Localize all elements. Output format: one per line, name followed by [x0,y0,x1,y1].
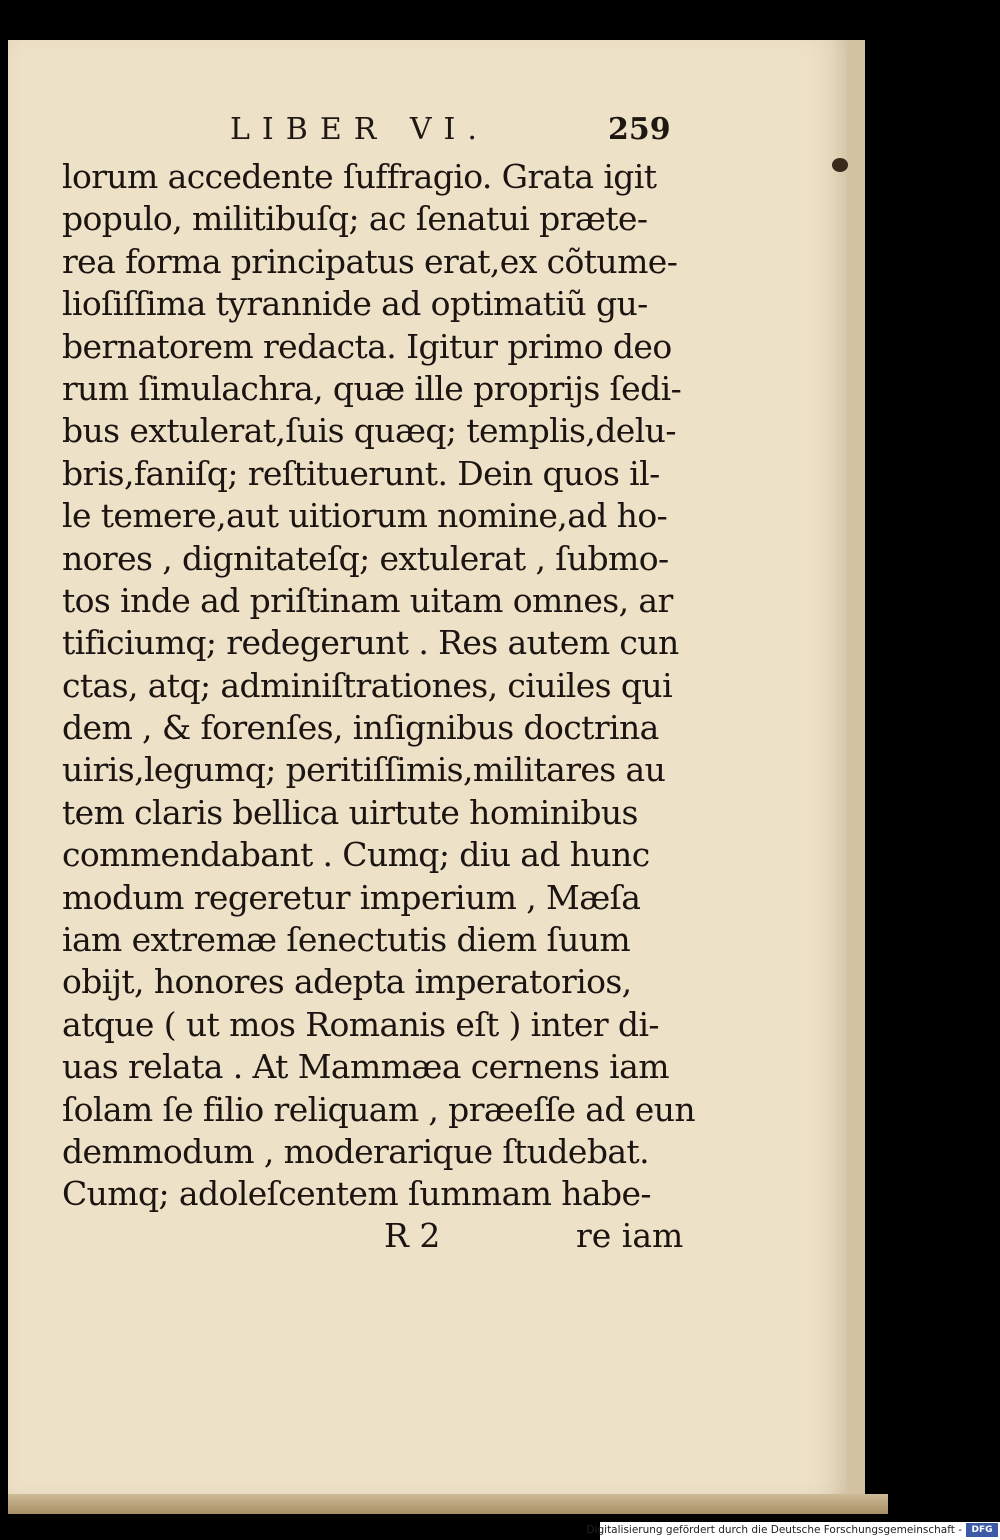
text-line: rea forma principatus erat,ex cõtume- [62,241,678,281]
text-line: tos inde ad priſtinam uitam omnes, ar [62,580,673,620]
page-edge [8,1494,888,1514]
text-line: tificiumq; redegerunt . Res autem cun [62,623,679,663]
text-line: uiris,legumq; peritiſſimis,militares au [62,750,666,790]
running-head: LIBER VI. [230,112,489,147]
body-text [62,156,696,1216]
text-line: lioſiſſima tyrannide ad optimatiũ gu- [62,284,648,324]
text-line: obijt, honores adepta imperatorios, [62,962,632,1002]
text-line: atque ( ut mos Romanis eſt ) inter di- [62,1004,659,1044]
ink-stain [832,158,848,172]
text-line: iam extremæ ſenectutis diem ſuum [62,920,631,960]
text-line: bris,faniſq; reſtituerunt. Dein quos il- [62,453,660,493]
signature-mark: R 2 [384,1216,441,1255]
text-line: le temere,aut uitiorum nomine,ad ho- [62,496,668,536]
text-line: dem , & forenſes, inſignibus doctrina [62,708,659,748]
text-line: tem claris bellica uirtute hominibus [62,792,638,832]
catchword: re iam [576,1216,684,1255]
text-line: uas relata . At Mammæa cernens iam [62,1047,669,1087]
text-line: ctas, atq; adminiſtrationes, ciuiles qui [62,665,673,705]
text-line: bernatorem redacta. Igitur primo deo [62,326,672,366]
page-number: 259 [608,112,671,147]
footer-credit: Digitalisierung gefördert durch die Deutsche Forschungsgemeinschaft - [586,1524,962,1536]
text-line: commendabant . Cumq; diu ad hunc [62,835,650,875]
dfg-logo: DFG [966,1523,998,1537]
text-line: nores , dignitateſq; extulerat , ſubmo- [62,538,669,578]
text-line: populo, militibuſq; ac ſenatui præte- [62,199,648,239]
text-line: demmodum , moderarique ſtudebat. [62,1131,649,1171]
text-line: bus extulerat,ſuis quæq; templis,delu- [62,411,676,451]
text-line: Cumq; adoleſcentem ſummam habe- [62,1174,651,1214]
text-line: modum regeretur imperium , Mæſa [62,877,641,917]
text-line: rum ſimulachra, quæ ille proprijs ſedi- [62,368,682,408]
text-line: lorum accedente ſuffragio. Grata igit [62,157,657,196]
text-line: ſolam ſe filio reliquam , præeſſe ad eun [62,1089,696,1129]
